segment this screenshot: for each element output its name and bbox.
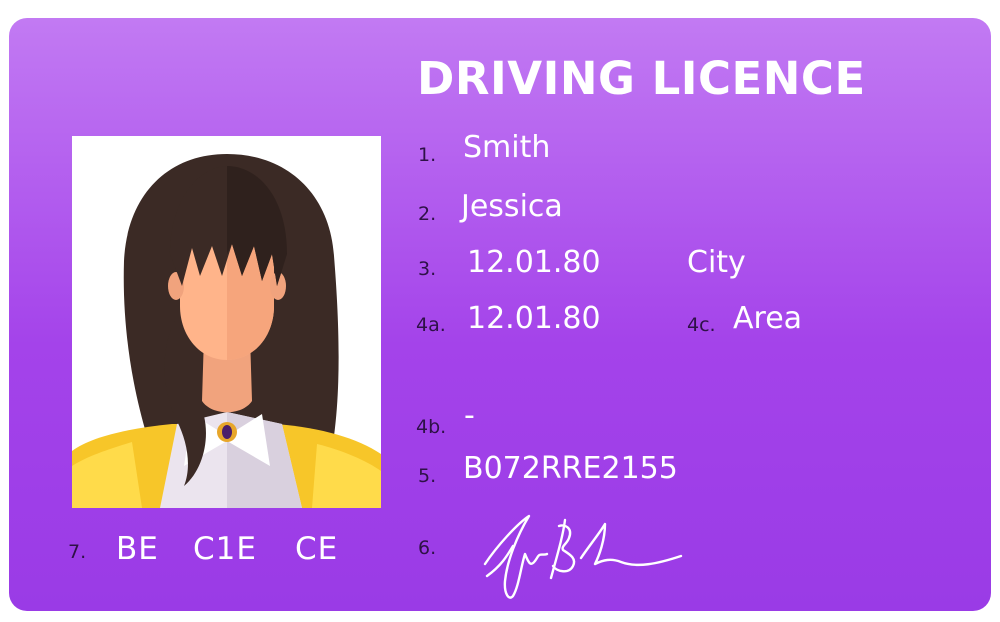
field-4c-number: 4c. — [687, 314, 716, 336]
licence-title: DRIVING LICENCE — [417, 52, 866, 105]
birth-date-value: 12.01.80 — [467, 245, 601, 280]
field-1-number: 1. — [418, 144, 437, 166]
signature-icon — [477, 506, 687, 606]
field-2-number: 2. — [418, 203, 437, 225]
id-photo — [72, 136, 381, 508]
woman-portrait-icon — [72, 136, 381, 508]
category-be: BE — [116, 531, 159, 567]
field-7-number: 7. — [68, 541, 87, 563]
field-3-number: 3. — [418, 258, 437, 280]
driving-licence-card — [9, 18, 991, 611]
licence-number-value: B072RRE2155 — [463, 451, 678, 486]
field-6-number: 6. — [418, 537, 437, 559]
category-c1e: C1E — [193, 531, 257, 567]
issue-date-value: 12.01.80 — [467, 301, 601, 336]
issuing-authority-value: Area — [733, 301, 803, 336]
birth-place-value: City — [687, 245, 746, 280]
surname-value: Smith — [463, 130, 551, 165]
expiry-date-value: - — [464, 398, 475, 433]
given-name-value: Jessica — [461, 189, 563, 224]
field-4a-number: 4a. — [416, 314, 446, 336]
category-ce: CE — [295, 531, 339, 567]
field-4b-number: 4b. — [416, 416, 447, 438]
field-5-number: 5. — [418, 465, 437, 487]
